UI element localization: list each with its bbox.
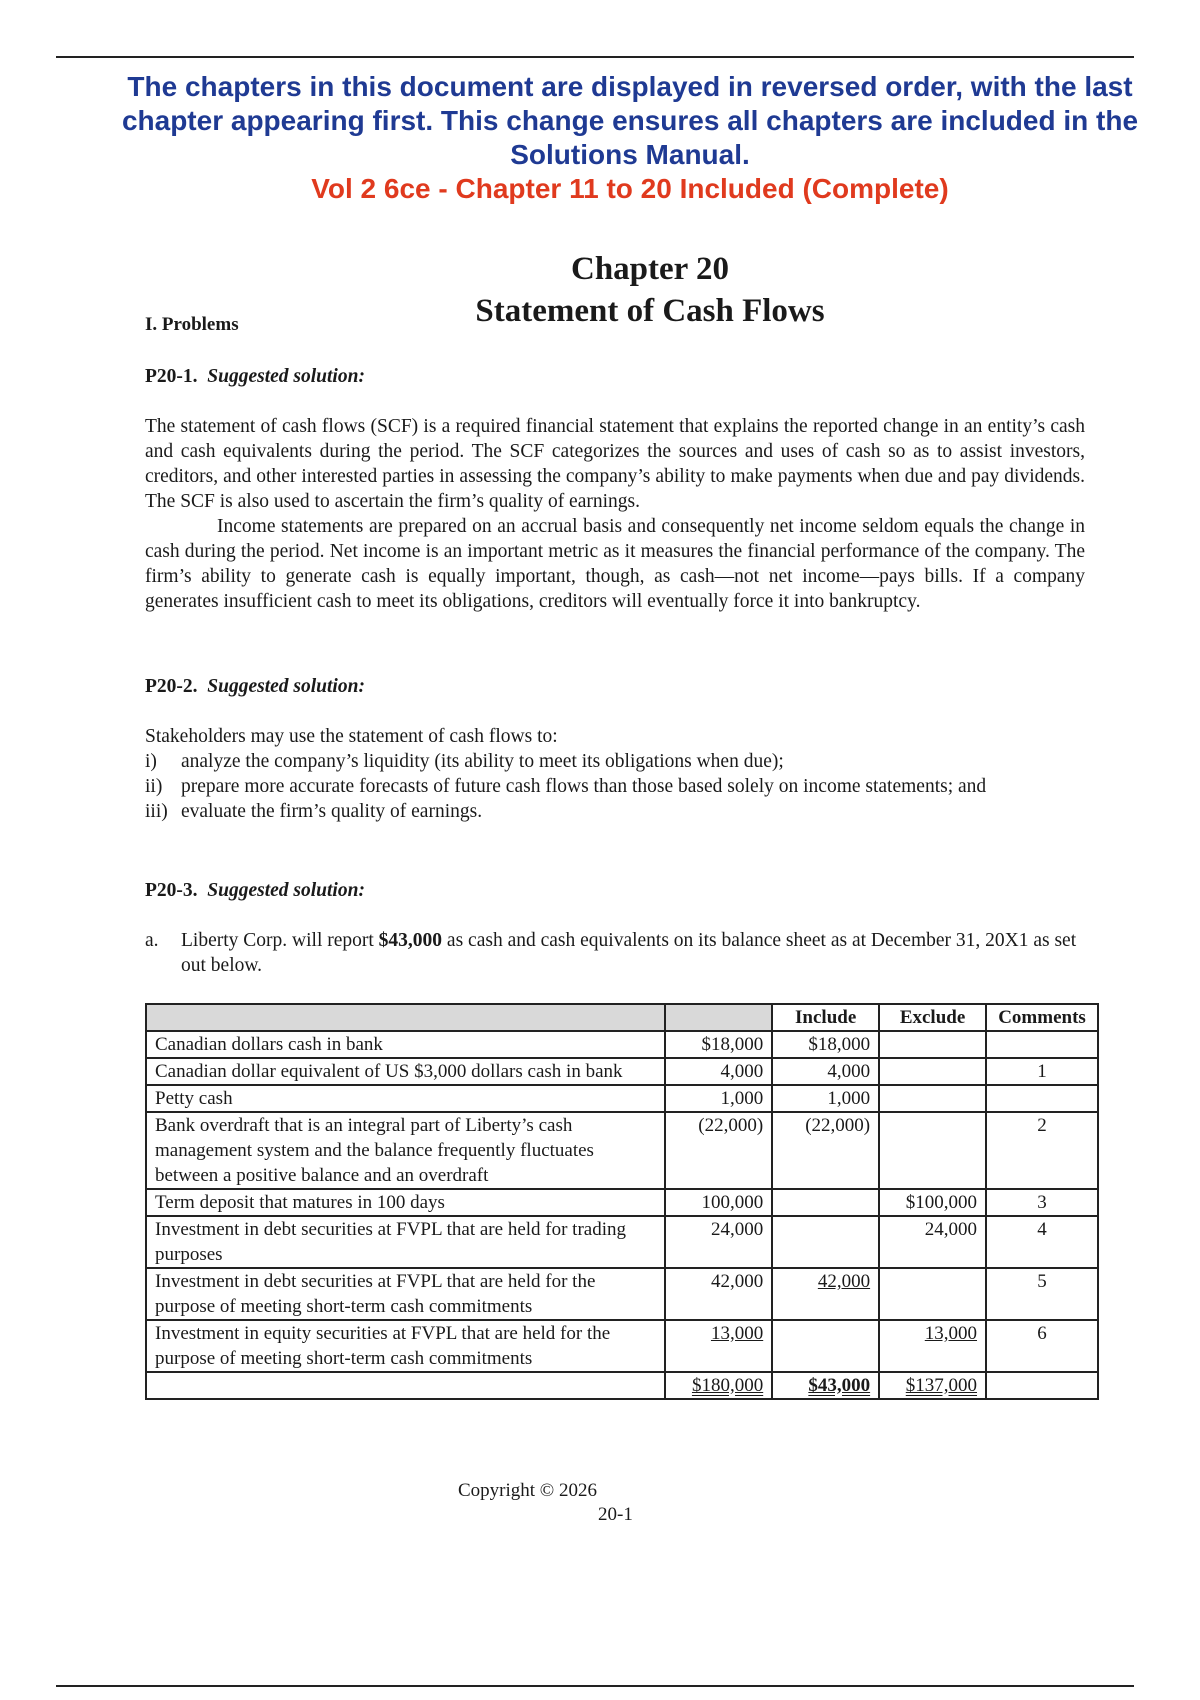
row-comment: 6 xyxy=(986,1320,1098,1372)
row-exclude xyxy=(879,1058,986,1085)
total-amount-value: $180,000 xyxy=(691,1375,764,1396)
part-text-pre: Liberty Corp. will report xyxy=(181,930,379,951)
header-comments: Comments xyxy=(986,1004,1098,1031)
table-total-row xyxy=(146,1372,1098,1399)
total-include xyxy=(772,1372,879,1399)
problem-id: P20-3. xyxy=(145,880,198,901)
row-description: Petty cash xyxy=(146,1085,665,1112)
exclude-value: 13,000 xyxy=(924,1323,978,1344)
list-number: ii) xyxy=(145,776,163,797)
row-amount: 100,000 xyxy=(665,1189,772,1216)
problem-heading xyxy=(145,364,1085,389)
row-exclude xyxy=(879,1085,986,1112)
problem-heading xyxy=(145,878,1085,903)
row-description: Bank overdraft that is an integral part of Liberty’s cash management system and the balance frequently fluctuates between a positive balance and an overdraft xyxy=(146,1112,665,1189)
row-amount: (22,000) xyxy=(665,1112,772,1189)
row-include: (22,000) xyxy=(772,1112,879,1189)
problem-label: Suggested solution: xyxy=(207,366,365,387)
list-text: analyze the company’s liquidity (its ability to meet its obligations when due); xyxy=(181,751,784,772)
paragraph: Income statements are prepared on an accrual basis and consequently net income seldom equals the change in cash during the period. Net income is an important metric as it measures the financial performance of the company. The firm’s ability to generate cash is equally important, though, as cash—not net income—pays bills. If a company generates insufficient cash to meet its obligations, creditors will eventually force it into bankruptcy. xyxy=(145,516,1085,612)
table-row xyxy=(146,1058,1098,1085)
list-item xyxy=(145,774,1085,799)
table-header-row xyxy=(146,1004,1098,1031)
row-comment xyxy=(986,1031,1098,1058)
row-exclude xyxy=(879,1320,986,1372)
row-exclude xyxy=(879,1112,986,1189)
row-description: Investment in debt securities at FVPL that are held for the purpose of meeting short-term cash commitments xyxy=(146,1268,665,1320)
problem-label: Suggested solution: xyxy=(207,676,365,697)
header-blank xyxy=(146,1004,665,1031)
total-exclude xyxy=(879,1372,986,1399)
top-rule xyxy=(56,56,1134,58)
header-exclude: Exclude xyxy=(879,1004,986,1031)
paragraph: The statement of cash flows (SCF) is a required financial statement that explains the reported change in an entity’s cash and cash equivalents during the period. The SCF categorizes the sources and uses of cash so as to assist investors, creditors, and other interested parties in assessing the company’s ability to make payments when due and pay dividends. The SCF is also used to ascertain the firm’s quality of earnings. xyxy=(145,416,1085,512)
problem-heading xyxy=(145,674,1085,699)
table-row xyxy=(146,1112,1098,1189)
list-item xyxy=(145,799,1085,824)
section-label: I. Problems xyxy=(145,314,239,335)
table-row xyxy=(146,1320,1098,1372)
row-include xyxy=(772,1320,879,1372)
row-comment xyxy=(986,1085,1098,1112)
banner-volume: Vol 2 6ce - Chapter 11 to 20 Included (Complete) xyxy=(311,173,949,204)
total-comment xyxy=(986,1372,1098,1399)
row-description: Canadian dollar equivalent of US $3,000 dollars cash in bank xyxy=(146,1058,665,1085)
include-value: 42,000 xyxy=(817,1271,871,1292)
banner-notice: The chapters in this document are displayed in reversed order, with the last chapter appearing first. This change ensures all chapters are included in the Solutions Manual. xyxy=(121,71,1139,170)
bottom-rule xyxy=(56,1685,1134,1687)
row-description: Canadian dollars cash in bank xyxy=(146,1031,665,1058)
row-description: Term deposit that matures in 100 days xyxy=(146,1189,665,1216)
row-comment: 5 xyxy=(986,1268,1098,1320)
problem-p20-3 xyxy=(145,878,1085,978)
problem-id: P20-1. xyxy=(145,366,198,387)
list-intro: Stakeholders may use the statement of cash flows to: xyxy=(145,726,558,747)
table-row xyxy=(146,1085,1098,1112)
total-exclude-value: $137,000 xyxy=(905,1375,978,1396)
part-text-post: as cash and cash equivalents on its balance sheet as at December 31, 20X1 as set out below. xyxy=(181,930,1077,976)
list-text: evaluate the firm’s quality of earnings. xyxy=(181,801,483,822)
part-number: a. xyxy=(145,930,159,951)
total-include-value: $43,000 xyxy=(808,1375,871,1396)
row-include xyxy=(772,1189,879,1216)
list-number: i) xyxy=(145,751,157,772)
problem-id: P20-2. xyxy=(145,676,198,697)
chapter-title: Statement of Cash Flows xyxy=(475,293,825,329)
total-amount xyxy=(665,1372,772,1399)
row-exclude xyxy=(879,1268,986,1320)
row-comment: 2 xyxy=(986,1112,1098,1189)
footer-page-number: 20-1 xyxy=(598,1504,633,1525)
list-text: prepare more accurate forecasts of future cash flows than those based solely on income statements; and xyxy=(181,776,987,797)
row-amount: 42,000 xyxy=(665,1268,772,1320)
row-comment: 4 xyxy=(986,1216,1098,1268)
table-row xyxy=(146,1216,1098,1268)
part-text xyxy=(181,928,1085,978)
amount-value: 13,000 xyxy=(710,1323,764,1344)
table-row xyxy=(146,1189,1098,1216)
row-exclude: $100,000 xyxy=(879,1189,986,1216)
row-include xyxy=(772,1216,879,1268)
row-amount: 1,000 xyxy=(665,1085,772,1112)
footer-copyright: Copyright © 2026 xyxy=(458,1480,597,1501)
chapter-heading xyxy=(300,248,1000,332)
part-a xyxy=(145,928,1085,978)
table-row xyxy=(146,1031,1098,1058)
table-row xyxy=(146,1268,1098,1320)
part-amount: $43,000 xyxy=(378,930,443,951)
header-include: Include xyxy=(772,1004,879,1031)
row-include xyxy=(772,1268,879,1320)
row-amount xyxy=(665,1320,772,1372)
header-blank xyxy=(665,1004,772,1031)
row-amount: 4,000 xyxy=(665,1058,772,1085)
total-label xyxy=(146,1372,665,1399)
row-include: 1,000 xyxy=(772,1085,879,1112)
row-amount: 24,000 xyxy=(665,1216,772,1268)
reversed-order-banner xyxy=(80,70,1180,206)
row-amount: $18,000 xyxy=(665,1031,772,1058)
row-description: Investment in debt securities at FVPL that are held for trading purposes xyxy=(146,1216,665,1268)
row-comment: 1 xyxy=(986,1058,1098,1085)
row-description: Investment in equity securities at FVPL that are held for the purpose of meeting short-term cash commitments xyxy=(146,1320,665,1372)
row-exclude xyxy=(879,1031,986,1058)
row-include: 4,000 xyxy=(772,1058,879,1085)
chapter-number: Chapter 20 xyxy=(571,251,729,287)
row-comment: 3 xyxy=(986,1189,1098,1216)
list-number: iii) xyxy=(145,801,168,822)
problem-p20-1 xyxy=(145,364,1085,614)
row-include: $18,000 xyxy=(772,1031,879,1058)
cash-equivalents-table xyxy=(145,1003,1099,1400)
problem-p20-2 xyxy=(145,674,1085,824)
problem-label: Suggested solution: xyxy=(207,880,365,901)
list-item xyxy=(145,749,1085,774)
row-exclude: 24,000 xyxy=(879,1216,986,1268)
